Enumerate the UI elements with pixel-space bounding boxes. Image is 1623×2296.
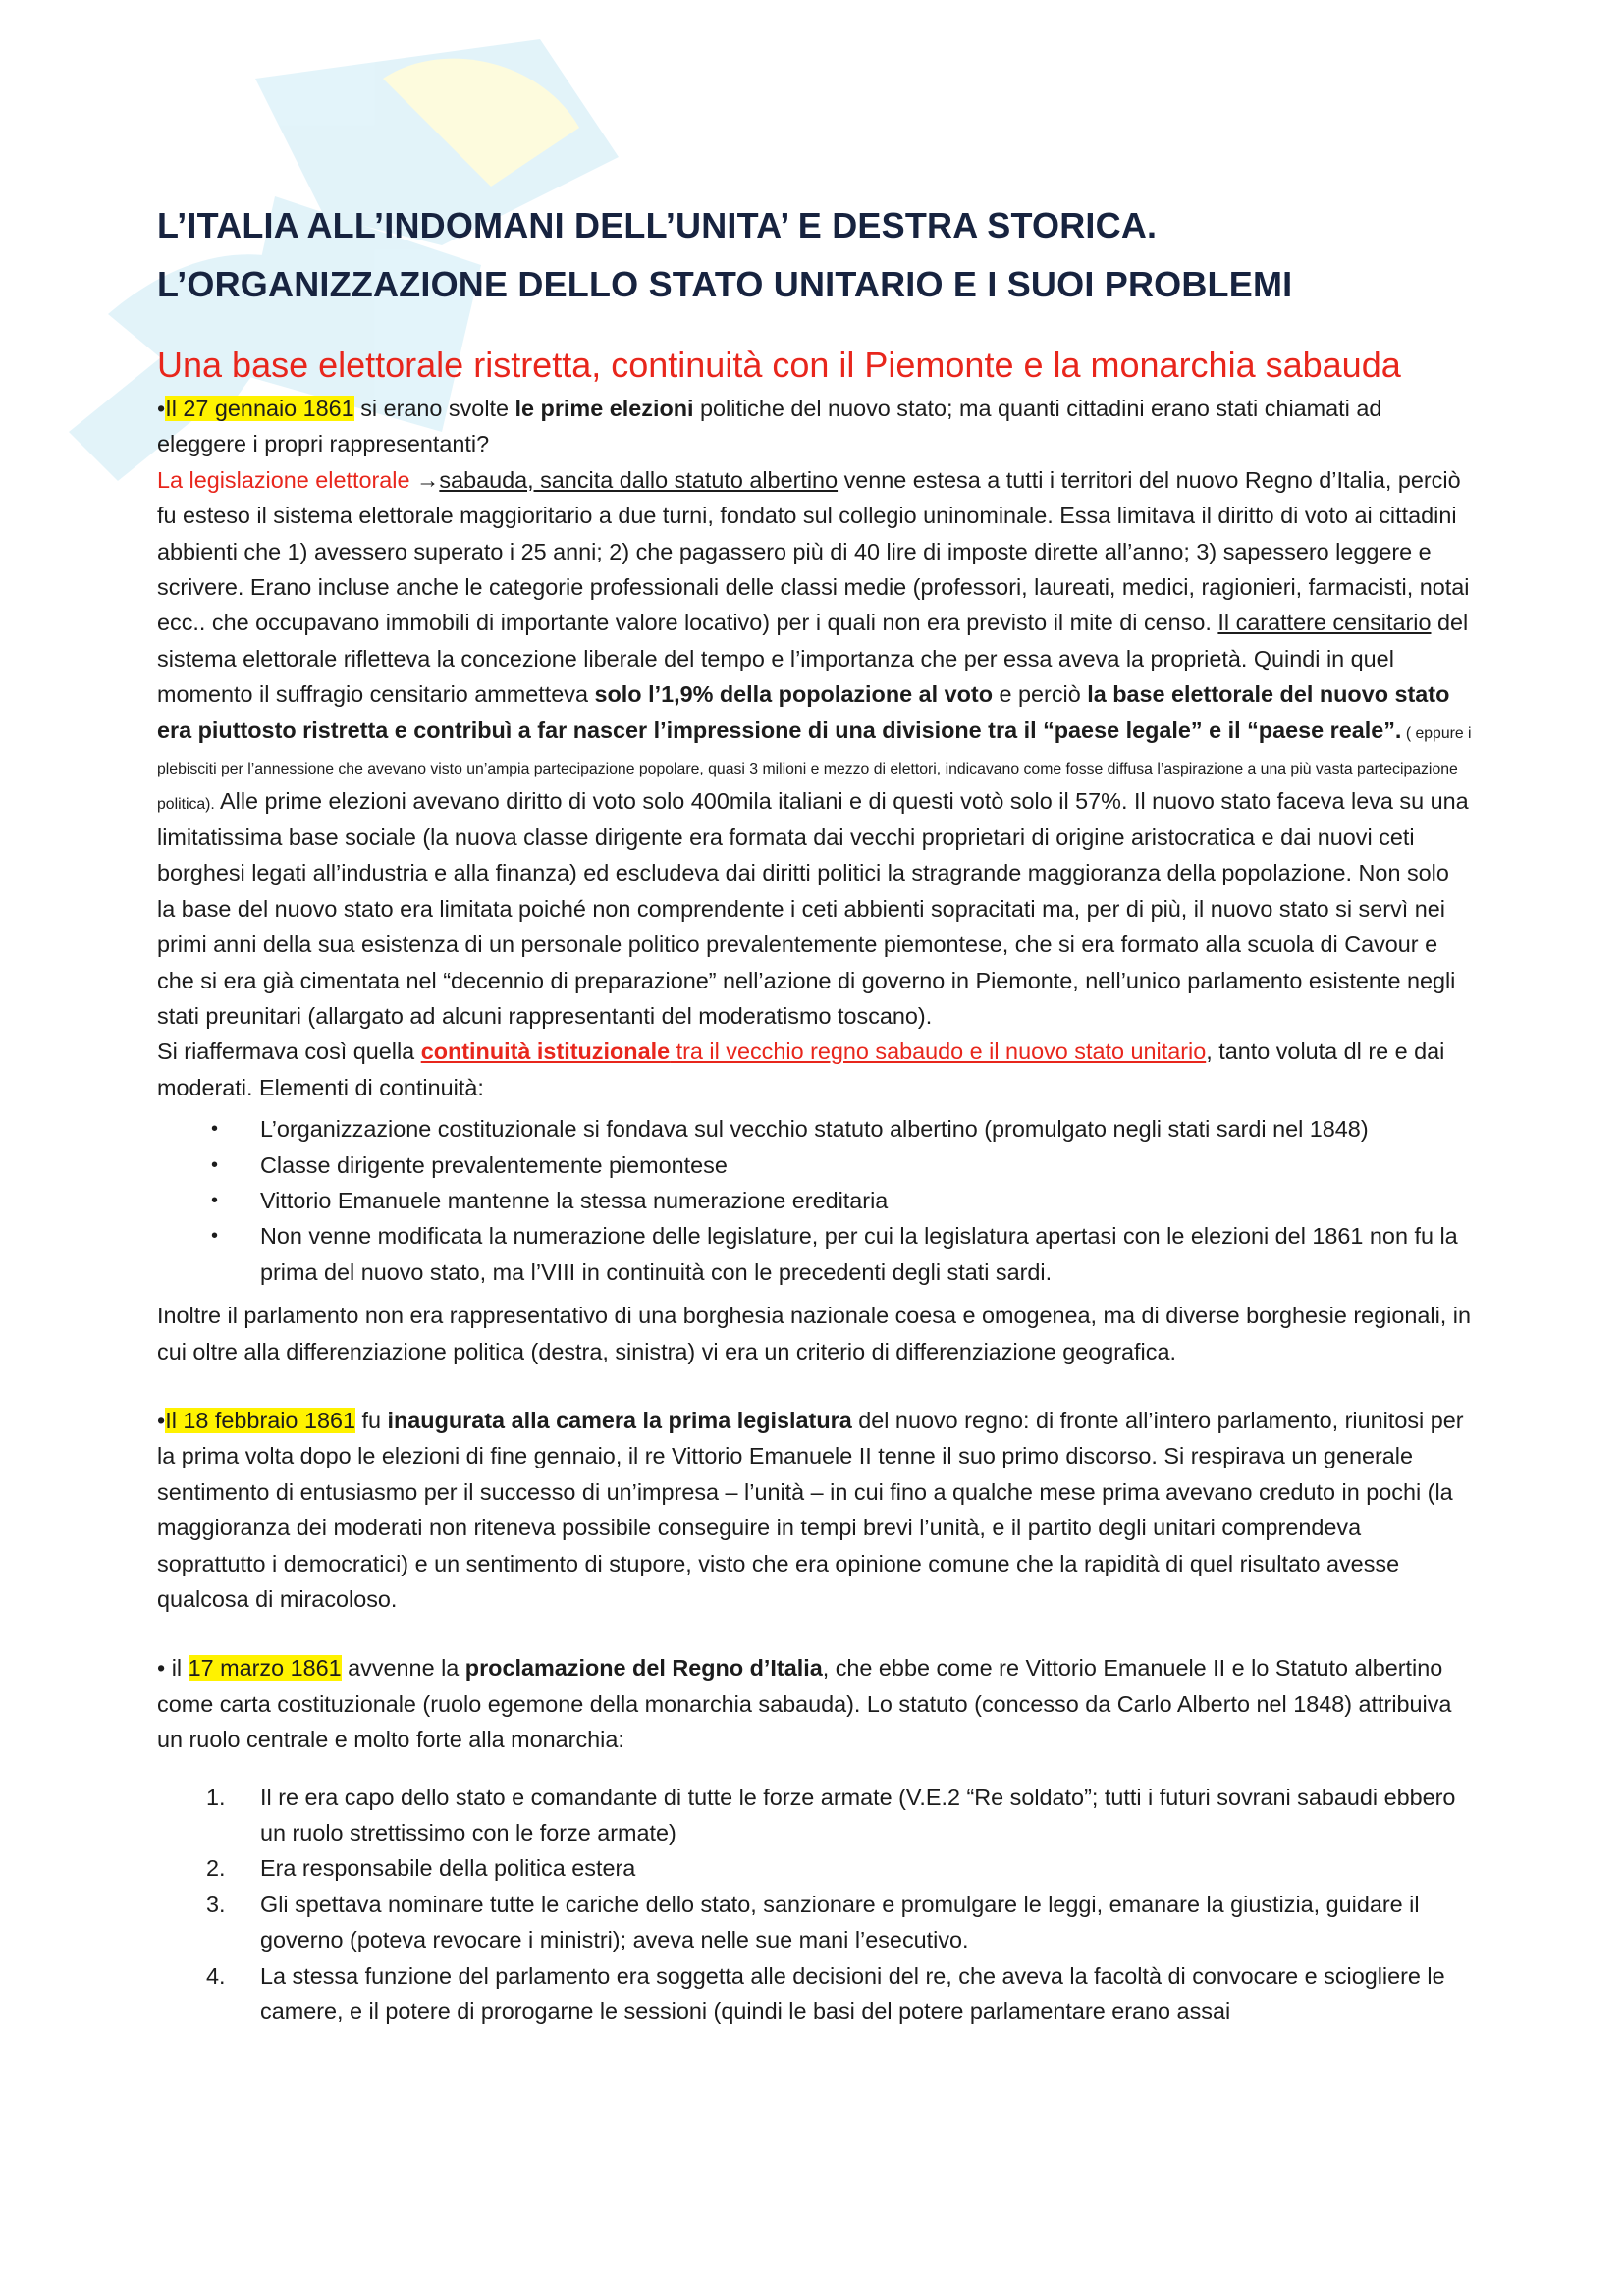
document-title [157, 196, 1473, 314]
highlighted-date: Il 18 febbraio 1861 [165, 1407, 355, 1433]
bullet-icon: • [211, 1118, 219, 1141]
list-item: • Classe dirigente prevalentemente piemontese [157, 1148, 1473, 1183]
highlighted-date: 17 marzo 1861 [188, 1655, 342, 1682]
title-line-1: L’ITALIA ALL’INDOMANI DELL’UNITA’ E DESTRA STORICA. [157, 205, 1158, 245]
paragraph-first-legislature: •Il 18 febbraio 1861 fu inaugurata alla camera la prima legislatura del nuovo regno: di fronte all’intero parlamento, riunitosi per la prima volta dopo le elezioni di fine gennaio, il re Vittorio Emanuele II tenne il suo primo discorso. Si respirava un generale sentimento di entusiasmo per il successo di un’impresa – l’unità – in cui fino a qualche mese prima avevano creduto in pochi (la maggioranza dei moderati non riteneva possibile conseguire in tempi brevi l’unità, e il partito degli unitari comprendeva soprattutto i democratici) e un sentimento di stupore, visto che era opinione comune che la rapidità di quel risultato avesse qualcosa di miracoloso. [157, 1407, 1464, 1612]
bullet-mark: • [157, 396, 166, 421]
continuity-list [157, 1111, 1473, 1290]
paragraph-proclamation: • il 17 marzo 1861 avvenne la proclamazione del Regno d’Italia, che ebbe come re Vittorio Emanuele II e lo Statuto albertino come carta costituzionale (ruolo egemone della monarchia sabauda). Lo statuto (concesso da Carlo Alberto nel 1848) attribuiva un ruolo centrale e molto forte alla monarchia: [157, 1655, 1452, 1753]
paragraph-electoral-law: La legislazione elettorale →sabauda, sancita dallo statuto albertino venne estesa a tutti i territori del nuovo Regno d’Italia, perciò fu esteso il sistema elettorale maggioritario a due turni, fondato sul collegio uninominale. Essa limitava il diritto di voto ai cittadini abbienti che 1) avessero superato i 25 anni; 2) che pagassero più di 40 lire di imposte dirette all’anno; 3) sapessero leggere e scrivere. Erano incluse anche le categorie professionali delle classi medie (professori, laureati, medici, ragionieri, farmacisti, notai ecc.. che occupavano immobili di importante valore locativo) per i quali non era previsto il mite di censo. Il carattere censitario del sistema elettorale rifletteva la concezione liberale del tempo e l’importanza che per essa aveva la proprietà. Quindi in quel momento il suffragio censitario ammetteva solo l’1,9% della popolazione al voto e perciò la base elettorale del nuovo stato era piuttosto ristretta e contribuì a far nascer l’impressione di una divisione tra il “paese legale” e il “paese reale”. ( eppure i plebisciti per l’annessione che avevano visto un’ampia partecipazione popolare, quasi 3 milioni e mezzo di elettori, indicavano come fosse diffusa l’aspirazione a una più vasta partecipazione politica). Alle prime elezioni avevano diritto di voto solo 400mila italiani e di questi votò solo il 57%. Il nuovo stato faceva leva su una limitatissima base sociale (la nuova classe dirigente era formata dai vecchi proprietari di origine aristocratica e dai nuovi ceti borghesi legati all’industria e alla finanza) ed escludeva dai diritti politici la stragrande maggioranza della popolazione. Non solo la base del nuovo stato era limitata poiché non comprendente i ceti abbienti sopracitati ma, per di più, il nuovo stato si servì nei primi anni della sua esistenza di un personale politico prevalentemente piemontese, che si era formato alla scuola di Cavour e che si era già cimentata nel “decennio di preparazione” nell’azione di governo in Piemonte, nell’unico parlamento esistente negli stati preunitari (allargato ad alcuni rappresentanti del moderatismo toscano). [157, 466, 1472, 1029]
bullet-icon: • [211, 1153, 219, 1176]
list-item: • Non venne modificata la numerazione delle legislature, per cui la legislatura apertasi con le elezioni del 1861 non fu la prima del nuovo stato, ma l’VIII in continuità con le precedenti degli stati sardi. [157, 1218, 1473, 1290]
bullet-mark: • [157, 1407, 166, 1433]
paragraph-parliament: Inoltre il parlamento non era rappresentativo di una borghesia nazionale coesa e omogenea, ma di diverse borghesie regionali, in cui oltre alla differenziazione politica (destra, sinistra) vi era un criterio di differenziazione geografica. [157, 1303, 1472, 1364]
highlighted-date: Il 27 gennaio 1861 [165, 396, 354, 421]
red-term: La legislazione elettorale [157, 466, 416, 493]
document-page [157, 196, 1473, 2037]
list-item: 3. Gli spettava nominare tutte le cariche dello stato, sanzionare e promulgare le leggi, emanare la giustizia, guidare il governo (poteva revocare i ministri); aveva nelle sue mani l’esecutivo. [206, 1891, 1420, 1953]
list-item: 2. Era responsabile della politica estera [206, 1855, 636, 1882]
paragraph-elections: •Il 27 gennaio 1861 si erano svolte le prime elezioni politiche del nuovo stato; ma quanti cittadini erano stati chiamati ad eleggere i propri rappresentanti? [157, 396, 1382, 457]
arrow-icon: → [415, 466, 440, 493]
section-heading: Una base elettorale ristretta, continuità con il Piemonte e la monarchia sabauda [157, 345, 1401, 385]
bullet-icon: • [211, 1225, 219, 1248]
small-note: ( eppure i plebisciti per l’annessione che avevano visto un’ampia partecipazione popolare, quasi 3 milioni e mezzo di elettori, indicavano come fosse diffusa l’aspirazione a una più vasta partecipazione politica). [157, 724, 1472, 814]
bullet-icon: • [211, 1189, 219, 1211]
paragraph-continuity: Si riaffermava così quella continuità istituzionale tra il vecchio regno sabaudo e il nuovo stato unitario, tanto voluta dl re e dai moderati. Elementi di continuità: [157, 1039, 1445, 1100]
monarchy-powers-list [157, 1780, 1473, 2030]
list-item: 1. Il re era capo dello stato e comandante di tutte le forze armate (V.E.2 “Re soldato”; tutti i futuri sovrani sabaudi ebbero un ruolo strettissimo con le forze armate) [206, 1784, 1456, 1846]
list-item: • L’organizzazione costituzionale si fondava sul vecchio statuto albertino (promulgato negli stati sardi nel 1848) [157, 1111, 1473, 1147]
list-item: 4. La stessa funzione del parlamento era soggetta alle decisioni del re, che aveva la facoltà di convocare e sciogliere le camere, e il potere di prorogarne le sessioni (quindi le basi del potere parlamentare erano assai [206, 1962, 1445, 2025]
title-line-2: L’ORGANIZZAZIONE DELLO STATO UNITARIO E I SUOI PROBLEMI [157, 264, 1293, 304]
list-item: • Vittorio Emanuele mantenne la stessa numerazione ereditaria [157, 1183, 1473, 1218]
